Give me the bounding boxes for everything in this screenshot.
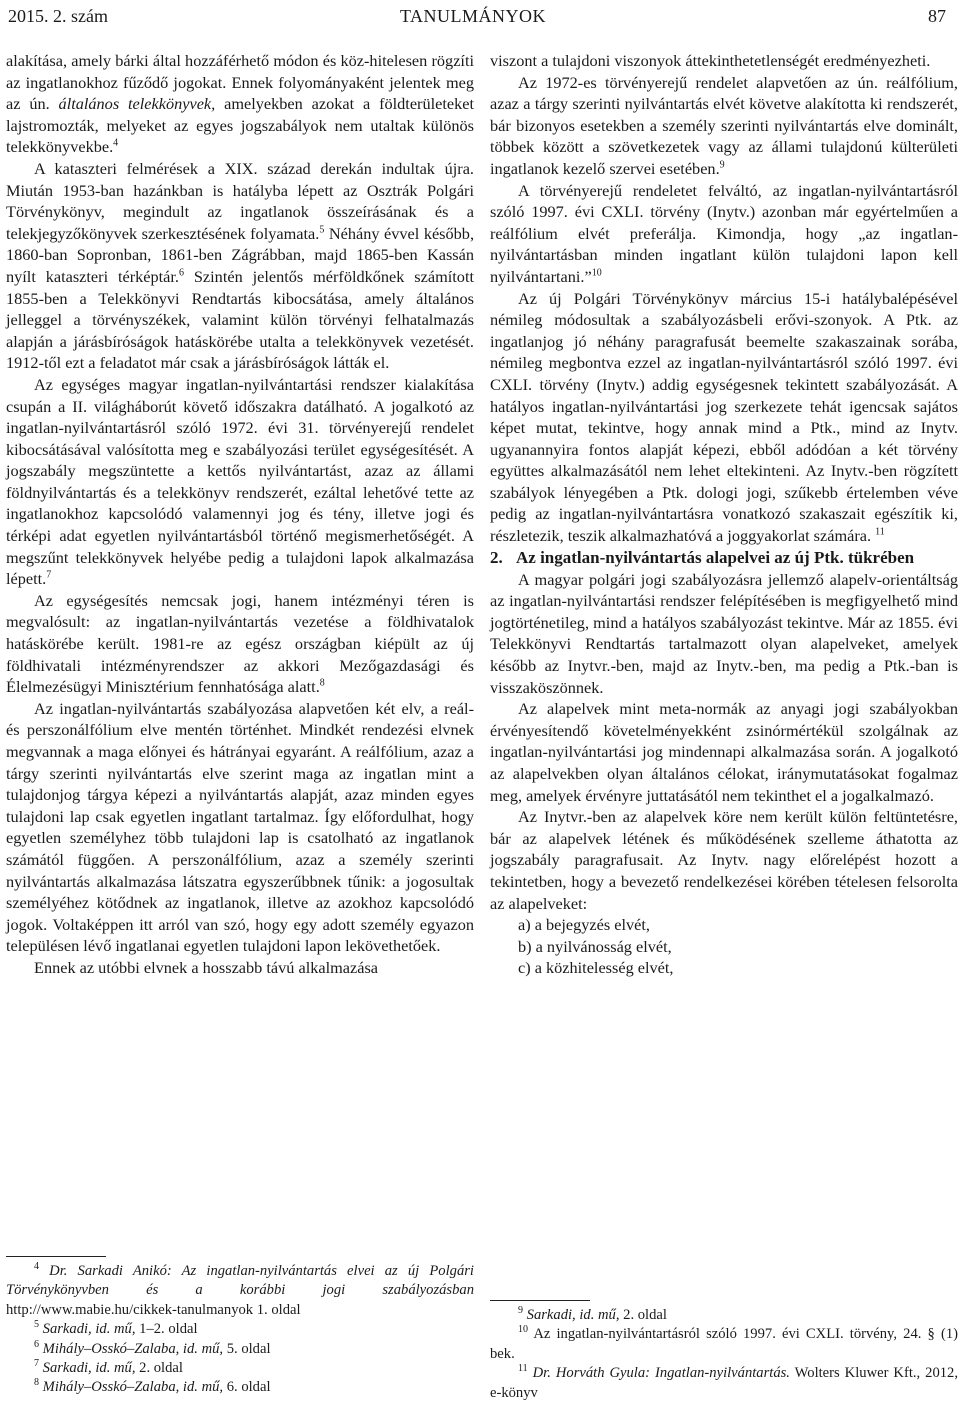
footnote: $^6$ Mihály–Osskó–Zalaba, id. mű, 5. oldal (34, 1338, 271, 1357)
principles-list (490, 914, 958, 979)
paragraph: alakítása, amely bárki által hozzáférhető módon és köz-hitelesen rögzíti az ingatlanokhoz fűződő jogokat. Ennek folyományaként jelentek meg az ún. általános telekkönyvek, amelyekben azokat a földterületeket lajstromozták, melyeket az egyes jogszabályok nem utaltak különös telekkönyvekbe.$^4$ (6, 51, 474, 157)
paragraph: Az 1972-es törvényerejű rendelet alapvetően az ún. reálfólium, azaz a tárgy szerinti nyilvántartás elvét követve alakította ki rendszerét, bár bizonyos esetekben a személy szerinti nyilvántartás elve dominált, többek között a szövetkezetek vagy az állami tulajdonú külterületi ingatlanok kezelő szervei esetében.$^9$ (490, 72, 958, 178)
paragraph: Az Inytvr.-ben az alapelvek köre nem került külön feltüntetésre, bár az alapelvek létének és működésének szelleme áthatotta az jogszabály paragrafusait. Az Inytv. nagy előrelépést hozott a tekintetben, hogy a bevezető rendelkezései körében tételesen felsorolta az alapelveket: (490, 807, 958, 913)
paragraph: Az ingatlan-nyilvántartás szabályozása alapvetően két elv, a reál- és perszonálfólium elve mentén történhet. Mindkét rendezési elvnek megvannak a maga előnyei és hátrányai egyaránt. A reálfólium, azaz a tárgy szerinti nyilvántartás elve szerint maga az ingatlan mint a tulajdonjog tárgya képezi a nyilvántartás alapját, azaz minden egyes tulajdoni lap csak egyetlen ingatlant tartalmaz. Így előfordulhat, hogy egyetlen személyhez több tulajdoni lap is csatolható az ingatlanok számától függően. A perszonálfólium, azaz a személy szerinti nyilvántartás alkalmazása látszatra egyszerűbbnek tűnik: a jogosultak személyéhez kötődnek az ingatlanok, illetve az azokhoz kapcsolódó jogok. Voltaképpen itt arról van szó, hogy egy adott személy egyazon településen lévő ingatlanai egyetlen tulajdoni lapon lekövethetőek. (6, 698, 474, 956)
section-label: TANULMÁNYOK (400, 6, 547, 26)
footnote-divider (6, 1256, 106, 1257)
page-header (0, 0, 960, 34)
paragraph: viszont a tulajdoni viszonyok áttekinthetetlenségét eredményezheti. (490, 51, 931, 70)
paragraph: Az új Polgári Törvénykönyv március 15-i hatálybalépésével némileg módosultak a szabályozásbeli erővi-szonyok. A Ptk. az ingatlanjog jó néhány paragrafusát beemelte szakaszainak sorába, némileg megbontva ezzel az ingatlan-nyilvántartásról szóló 1997. évi CXLI. törvény (Inytv.) addig egységesnek tekintett szabályozását. A hatályos ingatlan-nyilvántartási jog szerkezete tehát igencsak sajátos képet mutat, tekintve, hogy annak mind a Ptk., mind az Inytv. ugyanannyira fontos alapját képezi, ebből adódóan a két törvény együttes alkalmazásától nem lehet eltekinteni. Az Inytv.-ben rögzített szabályok lényegében a Ptk. dologi jogi, szűkebb értelemben véve pedig az ingatlan-nyilvántartásra vonatkozó szakaszait egészítik ki, részletezik, teszik alkalmazhatóvá a joggyakorlat számára. $^{11}$ (490, 288, 958, 546)
footnote-ref: 10 (591, 267, 602, 279)
paragraph: Ennek az utóbbi elvnek a hosszabb távú alkalmazása (34, 957, 379, 977)
footnote-ref: 5 (319, 224, 325, 236)
right-column (490, 50, 958, 979)
footnote-ref: 11 (875, 526, 885, 538)
footnote-divider (490, 1300, 590, 1301)
issue-label: 2015. 2. szám (8, 6, 108, 26)
footnotes-right (490, 1306, 958, 1403)
page-number: 87 (928, 6, 946, 26)
paragraph: Az egységesítés nemcsak jogi, hanem intézményi téren is megvalósult: az ingatlan-nyilvántartás vezetése a földhivatalok hatáskörébe került. 1981-re az egész országban kiépült az új földhivatali intézményrendszer az akkori Mezőgazdasági és Élelmezésügyi Minisztérium fennhatósága alatt.$^8$ (6, 590, 474, 697)
paragraph: Az egységes magyar ingatlan-nyilvántartási rendszer kialakítása csupán a II. világháborút követő időszakra datálható. A jogalkotó az ingatlan-nyilvántartásról szóló 1972. évi 31. törvényerejű rendelet kibocsátásával valósította meg e szabályozási terület egységesítését. A jogszabály megszüntette a kettős nyilvántartást, azaz az állami földnyilvántartás és a telekkönyv rendszerét, ezáltal lehetővé tette az ingatlanokhoz kapcsolódó valamennyi jog és tény, illetve jogi és térképi adat egyetlen nyilvántartásból történő megismerhetőségét. A megszűnt telekkönyvek helyébe pedig a tulajdoni lapok alkalmazása lépett.$^7$ (6, 374, 474, 589)
footnote: $^9$ Sarkadi, id. mű, 2. oldal (518, 1305, 667, 1323)
footnote: $^{11}$ Dr. Horváth Gyula: Ingatlan-nyilvántartás. Wolters Kluwer Kft., 2012, e-könyv (490, 1363, 958, 1401)
footnote-ref: 8 (319, 677, 325, 689)
list-item: a) a bejegyzés elvét, (518, 915, 650, 935)
footnote-ref: 4 (113, 137, 119, 149)
paragraph: A magyar polgári jogi szabályozásra jellemző alapelv-orientáltság az ingatlan-nyilvántartási rendszer felépítésében is megfigyelhető mind jogtörténetileg, mind a hatályos szabályozást tekintve. Már az 1855. évi Telekkönyvi Rendtartás tartalmazott olyan alapelveket, amelyek később az Inytvr.-ben, majd az Inytv.-ben, ma pedig a Ptk.-ban is visszaköszönnek. (490, 569, 958, 697)
paragraph: Az alapelvek mint meta-normák az anyagi jogi szabályokban érvényesítendő követelményekként zsinórmértékül szolgálnak az ingatlan-nyilvántartási jog mindennapi alkalmazása során. A jogalkotó az alapelvekben olyan általános célokat, iránymutatásokat fogalmaz meg, amelyek érvényre juttatásától nem tekinthet el a jogalkalmazó. (490, 699, 958, 805)
paragraph: A kataszteri felmérések a XIX. század derekán indultak újra. Miután 1953-ban hazánkban is hatályba lépett az Osztrák Polgári Törvénykönyv, megindult az ingatlanok összeírásának és a telekjegyzőkönyvek szerkesztésének folyamata.$^5$ Néhány évvel később, 1860-ban Sopronban, 1861-ben Zágrábban, majd 1865-ben Kassán nyílt kataszteri térképtár.$^6$ Szintén jelentős mérföldkőnek számított 1855-ben a Telekkönyvi Rendtartás kibocsátása, amely általános jelleggel a törvényszékek, valamint külön törvényi felhatalmazás alapján a járásbíróságok hatáskörébe utalta a telekkönyvek vezetését. 1912-től ezt a feladatot már csak a járásbíróságok látták el. (6, 158, 475, 373)
footnote: $^4$ Dr. Sarkadi Anikó: Az ingatlan-nyilvántartás elvei az új Polgári Törvénykönyvben és a korábbi jogi szabályozásban http://www.mabie.hu/cikkek-tanulmanyok 1. oldal (6, 1261, 474, 1318)
list-item: c) a közhitelesség elvét, (518, 958, 674, 978)
footnotes-left (6, 1262, 474, 1398)
footnote-ref: 7 (46, 569, 52, 581)
section-heading: 2. Az ingatlan-nyilvántartás alapelvei az új Ptk. tükrében (490, 547, 915, 567)
footnote: $^7$ Sarkadi, id. mű, 2. oldal (34, 1358, 183, 1377)
paragraph: A törvényerejű rendeletet felváltó, az ingatlan-nyilvántartásról szóló 1997. évi CXLI. törvény (Inytv.) azonban már egyértelműen a reálfólium elvét preferálja. Kimondja, hogy „az ingatlan-nyilvántartásban minden ingatlant külön tulajdoni lapon kell nyilvántartani.”$^{10}$ (490, 180, 958, 286)
footnote: $^8$ Mihály–Osskó–Zalaba, id. mű, 6. oldal (34, 1377, 271, 1396)
left-column (6, 50, 474, 979)
list-item: b) a nyilvánosság elvét, (518, 936, 672, 956)
footnote-ref: 6 (179, 267, 184, 279)
footnote: $^5$ Sarkadi, id. mű, 1–2. oldal (34, 1319, 198, 1338)
footnote-ref: 9 (719, 159, 725, 171)
footnote: $^{10}$ Az ingatlan-nyilvántartásról szóló 1997. évi CXLI. törvény, 24. § (1) bek. (490, 1324, 958, 1362)
